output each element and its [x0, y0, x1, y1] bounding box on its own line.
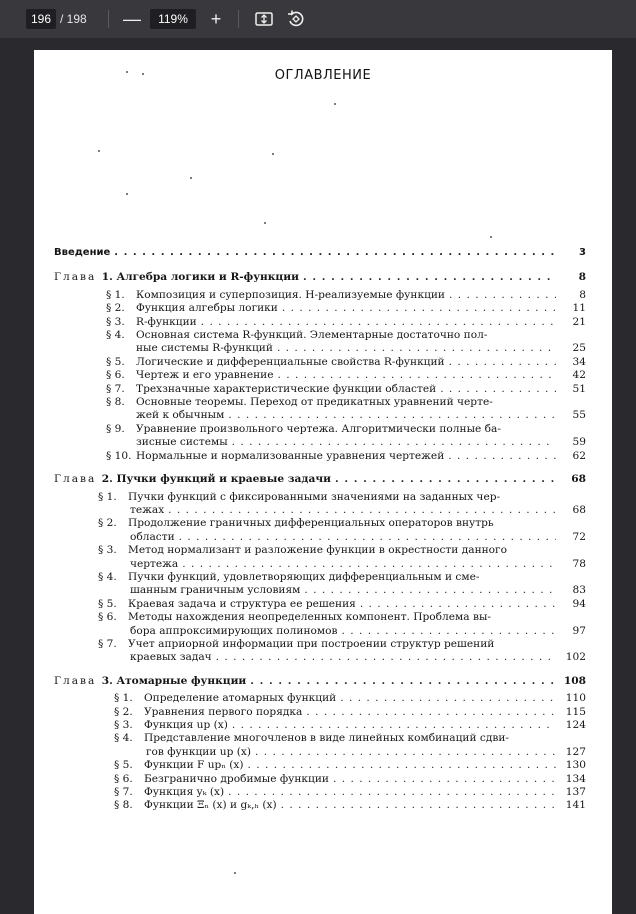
toc-section-text: [136, 409, 224, 422]
toc-page-number: 137: [565, 786, 586, 799]
section-title: Функция алгебры логики: [136, 302, 278, 315]
section-title: Уравнение произвольного чертежа. Алгоритмически полные ба-: [136, 422, 501, 435]
toc-page-number: 68: [572, 503, 586, 516]
toc-section-text: [98, 611, 491, 624]
toc-page-number: 25: [572, 342, 586, 355]
toc-section-text: [136, 436, 228, 449]
section-number: § 7.: [98, 637, 117, 650]
minus-icon: —: [123, 9, 141, 29]
toc-page-number: 55: [572, 409, 586, 422]
rotate-icon: [286, 9, 306, 29]
page-total-label: / 198: [60, 12, 87, 26]
section-title: Функции Ξₙ (x) и gₖ,ₕ (x): [144, 799, 277, 812]
chapter-word: Глава: [54, 271, 102, 284]
toc-chapter-title: [54, 271, 299, 284]
scan-speck: [234, 872, 236, 874]
toc-page-number: 59: [572, 436, 586, 449]
dot-leader: [440, 383, 556, 396]
toc-section-line: [54, 719, 586, 732]
toc-section-text: [130, 531, 175, 544]
toc-section-line: [54, 517, 586, 530]
toc-section-line: [54, 316, 586, 329]
document-page: [34, 50, 612, 914]
toc-section-text: [114, 773, 329, 786]
toc-page-number: 108: [563, 674, 586, 687]
toc-section-line: [54, 491, 586, 504]
dot-leader: [449, 289, 556, 302]
dot-leader: [255, 746, 556, 759]
toc-section-text: [106, 450, 444, 463]
section-title: Пучки функций, удовлетворяющих дифференциальным и сме-: [128, 570, 480, 583]
section-title: Функции F upₙ (x): [144, 759, 244, 772]
toc-page-number: 102: [565, 651, 586, 664]
toc-section-text: [106, 289, 445, 302]
dot-leader: [448, 450, 556, 463]
toc-section-line: [54, 356, 586, 369]
toc-chapter-line: [54, 675, 586, 688]
section-number: § 1.: [114, 692, 133, 705]
dot-leader: [201, 316, 556, 329]
toc-chapter-line: [54, 473, 586, 486]
toc-chapter-title: [54, 675, 246, 688]
toc-page-number: 78: [572, 557, 586, 570]
toc-section-line: [54, 409, 586, 422]
toc-page-number: 130: [565, 759, 586, 772]
toc-section-line: [54, 746, 586, 759]
toc-section-text: [106, 396, 493, 409]
section-title: жей к обычным: [136, 409, 225, 422]
section-number: § 7.: [106, 382, 125, 395]
section-number: § 1.: [98, 490, 117, 503]
zoom-out-button[interactable]: [120, 6, 144, 32]
section-title: шанным граничным условиям: [130, 584, 301, 597]
rotate-button[interactable]: [286, 9, 306, 29]
toc-section-line: [54, 302, 586, 315]
section-title: Функция yₖ (x): [144, 786, 225, 799]
section-title: Нормальные и нормализованные уравнения чертежей: [136, 449, 445, 462]
dot-leader: [228, 786, 556, 799]
section-title: R-функции: [136, 315, 197, 328]
toc-section-text: [114, 706, 302, 719]
section-title: Методы нахождения неопределенных компонент. Проблема вы-: [128, 611, 491, 624]
dot-leader: [282, 302, 556, 315]
section-title: гов функции up (x): [146, 745, 251, 758]
dot-leader: [179, 531, 556, 544]
toc-section-text: [98, 517, 494, 530]
section-number: § 5.: [106, 355, 125, 368]
section-title: Учет априорной информации при построении структур решений: [128, 637, 495, 650]
toc-page-number: 34: [572, 355, 586, 368]
toc-chapter-line: [54, 271, 586, 284]
toc-page-number: 21: [572, 315, 586, 328]
toc-section-text: [106, 369, 274, 382]
toc-page-number: 72: [572, 530, 586, 543]
section-title: тежах: [130, 503, 165, 516]
toc-section-text: [114, 732, 509, 745]
toc-page-number: 97: [572, 624, 586, 637]
toc-section-text: [114, 759, 244, 772]
toc-section-line: [54, 651, 586, 664]
section-title: ные системы R-функций: [136, 342, 273, 355]
toc-section-line: [54, 396, 586, 409]
chapter-label: 3. Атомарные функции: [101, 674, 247, 687]
section-number: § 4.: [98, 570, 117, 583]
section-number: § 4.: [114, 732, 133, 745]
section-number: § 5.: [98, 597, 117, 610]
dot-leader: [303, 271, 556, 284]
dot-leader: [341, 625, 556, 638]
toc-section-line: [54, 625, 586, 638]
toc-section-line: [54, 759, 586, 772]
toc-section-line: [54, 692, 586, 705]
section-number: § 1.: [106, 288, 125, 301]
toolbar-separator: [238, 10, 239, 28]
toc-page-number: 62: [572, 449, 586, 462]
table-of-contents: [54, 246, 586, 813]
section-number: § 4.: [106, 329, 125, 342]
section-number: § 9.: [106, 422, 125, 435]
toc-section-text: [130, 558, 178, 571]
chapter-word: Глава: [54, 473, 102, 486]
scan-speck: [264, 222, 266, 224]
section-number: § 2.: [114, 705, 133, 718]
scan-speck: [490, 236, 492, 238]
toc-section-line: [54, 558, 586, 571]
page-number-input[interactable]: 196: [26, 9, 56, 29]
section-title: Определение атомарных функций: [144, 692, 337, 705]
section-title: Логические и дифференциальные свойства R-функций: [136, 355, 445, 368]
toc-section-line: [54, 289, 586, 302]
section-title: Композиция и суперпозиция. H-реализуемые функции: [136, 288, 445, 301]
section-title: Основная система R-функций. Элементарные достаточно пол-: [136, 329, 488, 342]
dot-leader: [306, 706, 556, 719]
section-title: чертежа: [130, 557, 179, 570]
toc-section-text: [114, 786, 224, 799]
toc-section-line: [54, 773, 586, 786]
toc-page-number: 3: [579, 247, 586, 258]
toc-section-text: [98, 544, 507, 557]
section-title: Метод нормализант и разложение функции в окрестности данного: [128, 544, 507, 557]
toc-section-text: [106, 383, 436, 396]
section-number: § 2.: [106, 302, 125, 315]
dot-leader: [340, 692, 556, 705]
toc-section-line: [54, 450, 586, 463]
dot-leader: [449, 356, 556, 369]
toc-section-line: [54, 799, 586, 812]
toc-section-line: [54, 544, 586, 557]
plus-icon: +: [210, 9, 222, 29]
toc-section-text: [98, 638, 494, 651]
toc-section-line: [54, 638, 586, 651]
toc-section-line: [54, 531, 586, 544]
section-number: § 8.: [114, 799, 133, 812]
toc-section-text: [114, 719, 228, 732]
toc-section-line: [54, 423, 586, 436]
section-number: § 5.: [114, 759, 133, 772]
section-title: Уравнения первого порядка: [144, 705, 303, 718]
scan-speck: [272, 153, 274, 155]
scan-speck: [190, 177, 192, 179]
section-number: § 3.: [114, 719, 133, 731]
dot-leader: [250, 675, 556, 688]
toc-page-number: 134: [565, 772, 586, 785]
dot-leader: [335, 473, 556, 486]
section-number: § 2.: [98, 517, 117, 530]
dot-leader: [281, 799, 556, 812]
section-title: Безгранично дробимые функции: [144, 772, 329, 785]
section-number: § 3.: [98, 544, 117, 557]
toc-page-number: 42: [572, 369, 586, 382]
toc-section-text: [106, 316, 197, 329]
toc-section-text: [136, 342, 273, 355]
toc-page-number: 8: [578, 271, 586, 284]
toc-section-line: [54, 329, 586, 342]
toc-intro-label: Введение: [54, 247, 111, 258]
dot-leader: [182, 558, 556, 571]
toc-section-text: [130, 625, 337, 638]
section-number: § 6.: [98, 611, 117, 624]
scan-speck: [334, 103, 336, 105]
dot-leader: [248, 759, 556, 772]
page-title: ОГЛАВЛЕНИЕ: [274, 68, 372, 83]
toc-section-line: [54, 504, 586, 517]
toc-section-line: [54, 706, 586, 719]
toc-page-number: 127: [565, 745, 586, 758]
toc-section-text: [130, 504, 164, 517]
section-title: Представление многочленов в виде линейных комбинаций сдви-: [144, 732, 509, 745]
toc-section-text: [98, 571, 479, 584]
dot-leader: [232, 436, 556, 449]
fit-page-button[interactable]: [254, 9, 274, 29]
section-number: § 6.: [114, 772, 133, 785]
dot-leader: [168, 504, 556, 517]
section-title: Продолжение граничных дифференциальных операторов внутрь: [128, 517, 494, 530]
chapter-label: 1. Алгебра логики и R-функции: [101, 271, 299, 284]
toc-section-text: [146, 746, 251, 759]
section-title: бора аппроксимирующих полиномов: [130, 624, 338, 637]
dot-leader: [304, 584, 556, 597]
scan-speck: [126, 193, 128, 195]
toc-section-line: [54, 383, 586, 396]
chapter-label: 2. Пучки функций и краевые задачи: [101, 473, 331, 486]
toc-section-line: [54, 598, 586, 611]
section-title: Краевая задача и структура ее решения: [128, 597, 356, 610]
toc-section-line: [54, 786, 586, 799]
toolbar-separator: [108, 10, 109, 28]
scan-speck: [98, 150, 100, 152]
toc-section-line: [54, 584, 586, 597]
section-title: Основные теоремы. Переход от предикатных уравнений черте-: [136, 396, 493, 409]
section-title: краевых задач: [130, 651, 212, 664]
fit-page-icon: [254, 9, 274, 29]
toc-chapter-title: [54, 473, 331, 486]
toc-page-number: 94: [572, 597, 586, 610]
section-number: § 10.: [106, 449, 132, 462]
toc-section-text: [106, 302, 278, 315]
toc-section-text: [114, 799, 277, 812]
toc-section-line: [54, 342, 586, 355]
toc-page-number: 83: [572, 584, 586, 597]
dot-leader: [277, 342, 556, 355]
section-title: области: [130, 530, 175, 543]
toc-section-text: [130, 651, 212, 664]
section-number: § 8.: [106, 396, 125, 409]
dot-leader: [278, 369, 557, 382]
toc-section-text: [98, 598, 356, 611]
toc-section-text: [106, 423, 501, 436]
toc-section-text: [106, 329, 487, 342]
toc-section-line: [54, 611, 586, 624]
toc-page-number: 141: [565, 799, 586, 812]
zoom-level-input[interactable]: 119%: [150, 9, 196, 29]
toc-page-number: 8: [579, 288, 586, 301]
dot-leader: [333, 773, 556, 786]
toc-section-text: [98, 491, 500, 504]
chapter-word: Глава: [54, 674, 102, 687]
section-title: зисные системы: [136, 436, 228, 449]
zoom-in-button[interactable]: [204, 6, 228, 32]
toc-page-number: 68: [571, 473, 586, 486]
toc-section-line: [54, 369, 586, 382]
toc-page-number: 11: [572, 302, 586, 315]
dot-leader: [114, 246, 556, 259]
section-title: Трехзначные характеристические функции областей: [136, 382, 437, 395]
toc-section-text: [106, 356, 445, 369]
section-title: Чертеж и его уравнение: [136, 369, 274, 382]
toc-page-number: 51: [572, 382, 586, 395]
section-title: Пучки функций с фиксированными значениями на заданных чер-: [128, 490, 501, 503]
toc-section-line: [54, 732, 586, 745]
dot-leader: [232, 719, 556, 732]
section-number: § 6.: [106, 369, 125, 382]
section-number: § 7.: [114, 786, 133, 799]
dot-leader: [216, 651, 556, 664]
toc-intro-line: [54, 246, 586, 259]
section-title: Функция up (x): [144, 719, 228, 731]
toc-page-number: 115: [565, 705, 586, 718]
toc-page-number: 110: [565, 692, 586, 705]
dot-leader: [360, 598, 556, 611]
toc-section-line: [54, 436, 586, 449]
toc-page-number: 124: [565, 719, 586, 731]
pdf-toolbar: [0, 0, 636, 38]
toc-section-line: [54, 571, 586, 584]
section-number: § 3.: [106, 315, 125, 328]
toc-section-text: [130, 584, 300, 597]
toc-section-text: [114, 692, 336, 705]
dot-leader: [228, 409, 556, 422]
